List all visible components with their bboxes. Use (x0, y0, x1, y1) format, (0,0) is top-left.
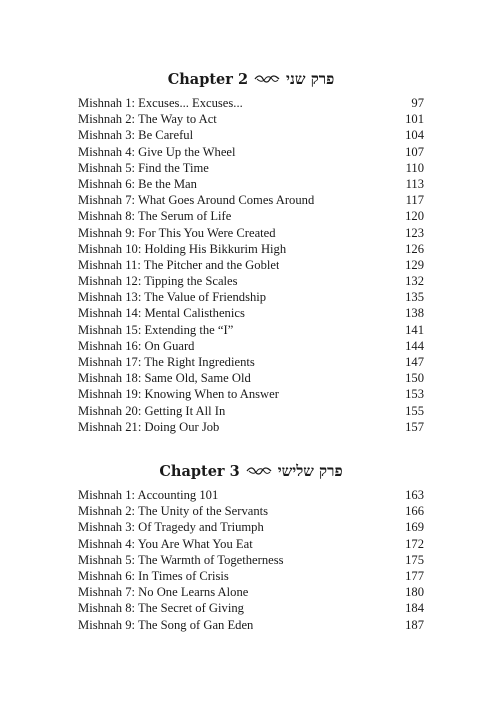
toc-entry[interactable] (78, 95, 424, 111)
toc-entry[interactable] (78, 503, 424, 519)
entry-page: 129 (405, 257, 424, 272)
toc-list (78, 95, 424, 435)
ornament-icon (254, 74, 280, 84)
toc-entry[interactable] (78, 338, 424, 354)
entry-title: Mishnah 11: The Pitcher and the Goblet (78, 257, 280, 272)
entry-title: Mishnah 6: In Times of Crisis (78, 568, 229, 583)
entry-page: 138 (405, 306, 424, 321)
entry-title: Mishnah 7: No One Learns Alone (78, 585, 249, 600)
entry-page: 141 (405, 322, 424, 337)
toc-entry[interactable] (78, 584, 424, 600)
entry-page: 120 (405, 209, 424, 224)
entry-page: 150 (405, 371, 424, 386)
entry-page: 113 (405, 176, 424, 191)
chapter-title: Chapter 2 (167, 70, 249, 88)
entry-title: Mishnah 13: The Value of Friendship (78, 290, 267, 305)
toc-entry[interactable] (78, 111, 424, 127)
toc-entry[interactable] (78, 322, 424, 338)
toc-entry[interactable] (78, 208, 424, 224)
chapter-3-section (78, 460, 424, 633)
entry-page: 104 (405, 128, 424, 143)
entry-title: Mishnah 1: Accounting 101 (78, 488, 219, 502)
entry-title: Mishnah 5: Find the Time (78, 160, 209, 175)
entry-title: Mishnah 21: Doing Our Job (78, 419, 220, 434)
chapter-heading (78, 460, 424, 482)
entry-title: Mishnah 6: Be the Man (78, 176, 197, 191)
entry-page: 172 (405, 536, 424, 551)
entry-title: Mishnah 8: The Serum of Life (78, 209, 232, 224)
entry-title: Mishnah 16: On Guard (78, 338, 195, 353)
entry-page: 169 (405, 520, 424, 535)
toc-entry[interactable] (78, 386, 424, 402)
entry-title: Mishnah 3: Be Careful (78, 128, 194, 143)
entry-title: Mishnah 12: Tipping the Scales (78, 274, 238, 289)
toc-entry[interactable] (78, 536, 424, 552)
entry-page: 175 (405, 552, 424, 567)
entry-page: 180 (405, 585, 424, 600)
toc-entry[interactable] (78, 552, 424, 568)
entry-page: 107 (405, 144, 424, 159)
entry-title: Mishnah 18: Same Old, Same Old (78, 371, 251, 386)
entry-title: Mishnah 17: The Right Ingredients (78, 355, 255, 369)
entry-page: 132 (405, 274, 424, 289)
chapter-title: Chapter 3 (159, 462, 240, 480)
entry-title: Mishnah 8: The Secret of Giving (78, 601, 244, 616)
entry-title: Mishnah 4: Give Up the Wheel (78, 144, 236, 159)
toc-entry[interactable] (78, 257, 424, 273)
chapter-2-section (78, 68, 424, 435)
entry-title: Mishnah 1: Excuses... Excuses... (78, 96, 243, 110)
entry-title: Mishnah 19: Knowing When to Answer (78, 387, 279, 402)
entry-title: Mishnah 7: What Goes Around Comes Around (78, 193, 315, 208)
toc-entry[interactable] (78, 487, 424, 503)
entry-page: 177 (405, 568, 424, 583)
entry-title: Mishnah 2: The Unity of the Servants (78, 504, 269, 519)
toc-entry[interactable] (78, 617, 424, 633)
entry-page: 153 (405, 387, 424, 402)
toc-entry[interactable] (78, 160, 424, 176)
chapter-hebrew-title: פרק שלישי (277, 461, 343, 480)
entry-title: Mishnah 20: Getting It All In (78, 403, 226, 418)
entry-page: 166 (405, 504, 424, 519)
toc-entry[interactable] (78, 241, 424, 257)
entry-title: Mishnah 15: Extending the “I” (78, 322, 234, 337)
entry-title: Mishnah 2: The Way to Act (78, 112, 217, 127)
entry-page: 147 (405, 355, 424, 369)
ornament-icon (246, 466, 272, 476)
toc-entry[interactable] (78, 127, 424, 143)
entry-title: Mishnah 9: The Song of Gan Eden (78, 617, 254, 632)
entry-page: 101 (405, 112, 424, 127)
entry-title: Mishnah 3: Of Tragedy and Triumph (78, 520, 264, 535)
entry-page: 187 (405, 617, 424, 632)
entry-page: 110 (405, 160, 424, 175)
toc-entry[interactable] (78, 519, 424, 535)
toc-entry[interactable] (78, 273, 424, 289)
entry-page: 157 (405, 419, 424, 434)
toc-entry[interactable] (78, 419, 424, 435)
toc-entry[interactable] (78, 192, 424, 208)
entry-page: 135 (405, 290, 424, 305)
entry-page: 117 (405, 193, 424, 208)
entry-title: Mishnah 9: For This You Were Created (78, 225, 276, 240)
entry-page: 163 (405, 488, 424, 502)
toc-entry[interactable] (78, 305, 424, 321)
toc-entry[interactable] (78, 568, 424, 584)
toc-entry[interactable] (78, 225, 424, 241)
entry-page: 123 (405, 225, 424, 240)
entry-title: Mishnah 4: You Are What You Eat (78, 536, 253, 551)
chapter-heading (78, 68, 424, 90)
toc-entry[interactable] (78, 600, 424, 616)
toc-entry[interactable] (78, 370, 424, 386)
entry-page: 184 (405, 601, 424, 616)
toc-entry[interactable] (78, 403, 424, 419)
entry-page: 155 (405, 403, 424, 418)
toc-entry[interactable] (78, 354, 424, 370)
toc-entry[interactable] (78, 176, 424, 192)
entry-page: 144 (405, 338, 424, 353)
entry-title: Mishnah 14: Mental Calisthenics (78, 306, 245, 321)
entry-title: Mishnah 10: Holding His Bikkurim High (78, 241, 287, 256)
toc-list (78, 487, 424, 633)
chapter-hebrew-title: פרק שני (286, 69, 335, 88)
entry-title: Mishnah 5: The Warmth of Togetherness (78, 552, 284, 567)
entry-page: 97 (411, 96, 424, 110)
toc-entry[interactable] (78, 289, 424, 305)
entry-page: 126 (405, 241, 424, 256)
toc-entry[interactable] (78, 144, 424, 160)
